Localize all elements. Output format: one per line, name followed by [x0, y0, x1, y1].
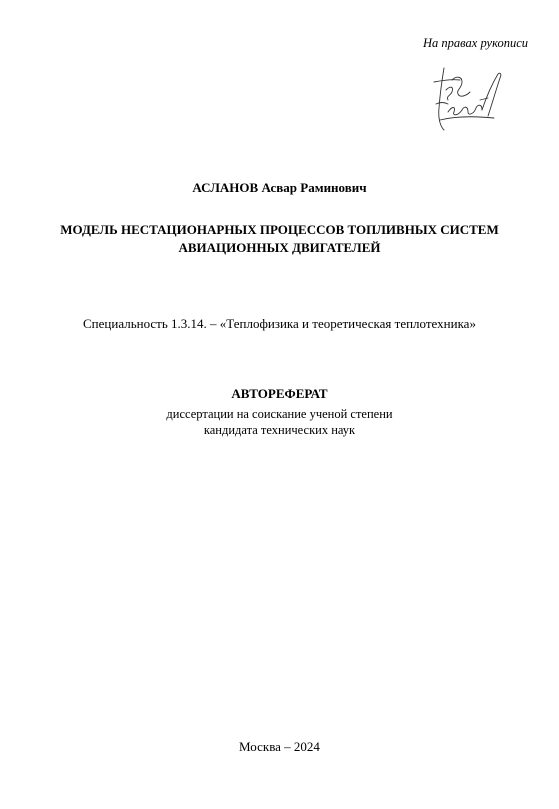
author-given-names: Асвар Раминович: [261, 180, 367, 195]
dissertation-title: [40, 221, 519, 257]
title-line: АВИАЦИОННЫХ ДВИГАТЕЛЕЙ: [178, 240, 381, 255]
title-line: МОДЕЛЬ НЕСТАЦИОНАРНЫХ ПРОЦЕССОВ ТОПЛИВНЫХ СИСТЕМ: [60, 222, 499, 237]
manuscript-notice: На правах рукописи: [423, 36, 528, 50]
author-surname: АСЛАНОВ: [192, 180, 259, 195]
degree-line: кандидата технических наук: [203, 423, 356, 437]
handwritten-signature: [418, 60, 508, 140]
degree-description: [0, 406, 559, 438]
degree-line: диссертации на соискание ученой степени: [166, 407, 393, 421]
place-year: Москва – 2024: [239, 739, 320, 754]
abstract-heading: АВТОРЕФЕРАТ: [231, 386, 328, 401]
specialty-line: Специальность 1.3.14. – «Теплофизика и теоретическая теплотехника»: [83, 316, 476, 331]
author-name: [0, 180, 559, 196]
